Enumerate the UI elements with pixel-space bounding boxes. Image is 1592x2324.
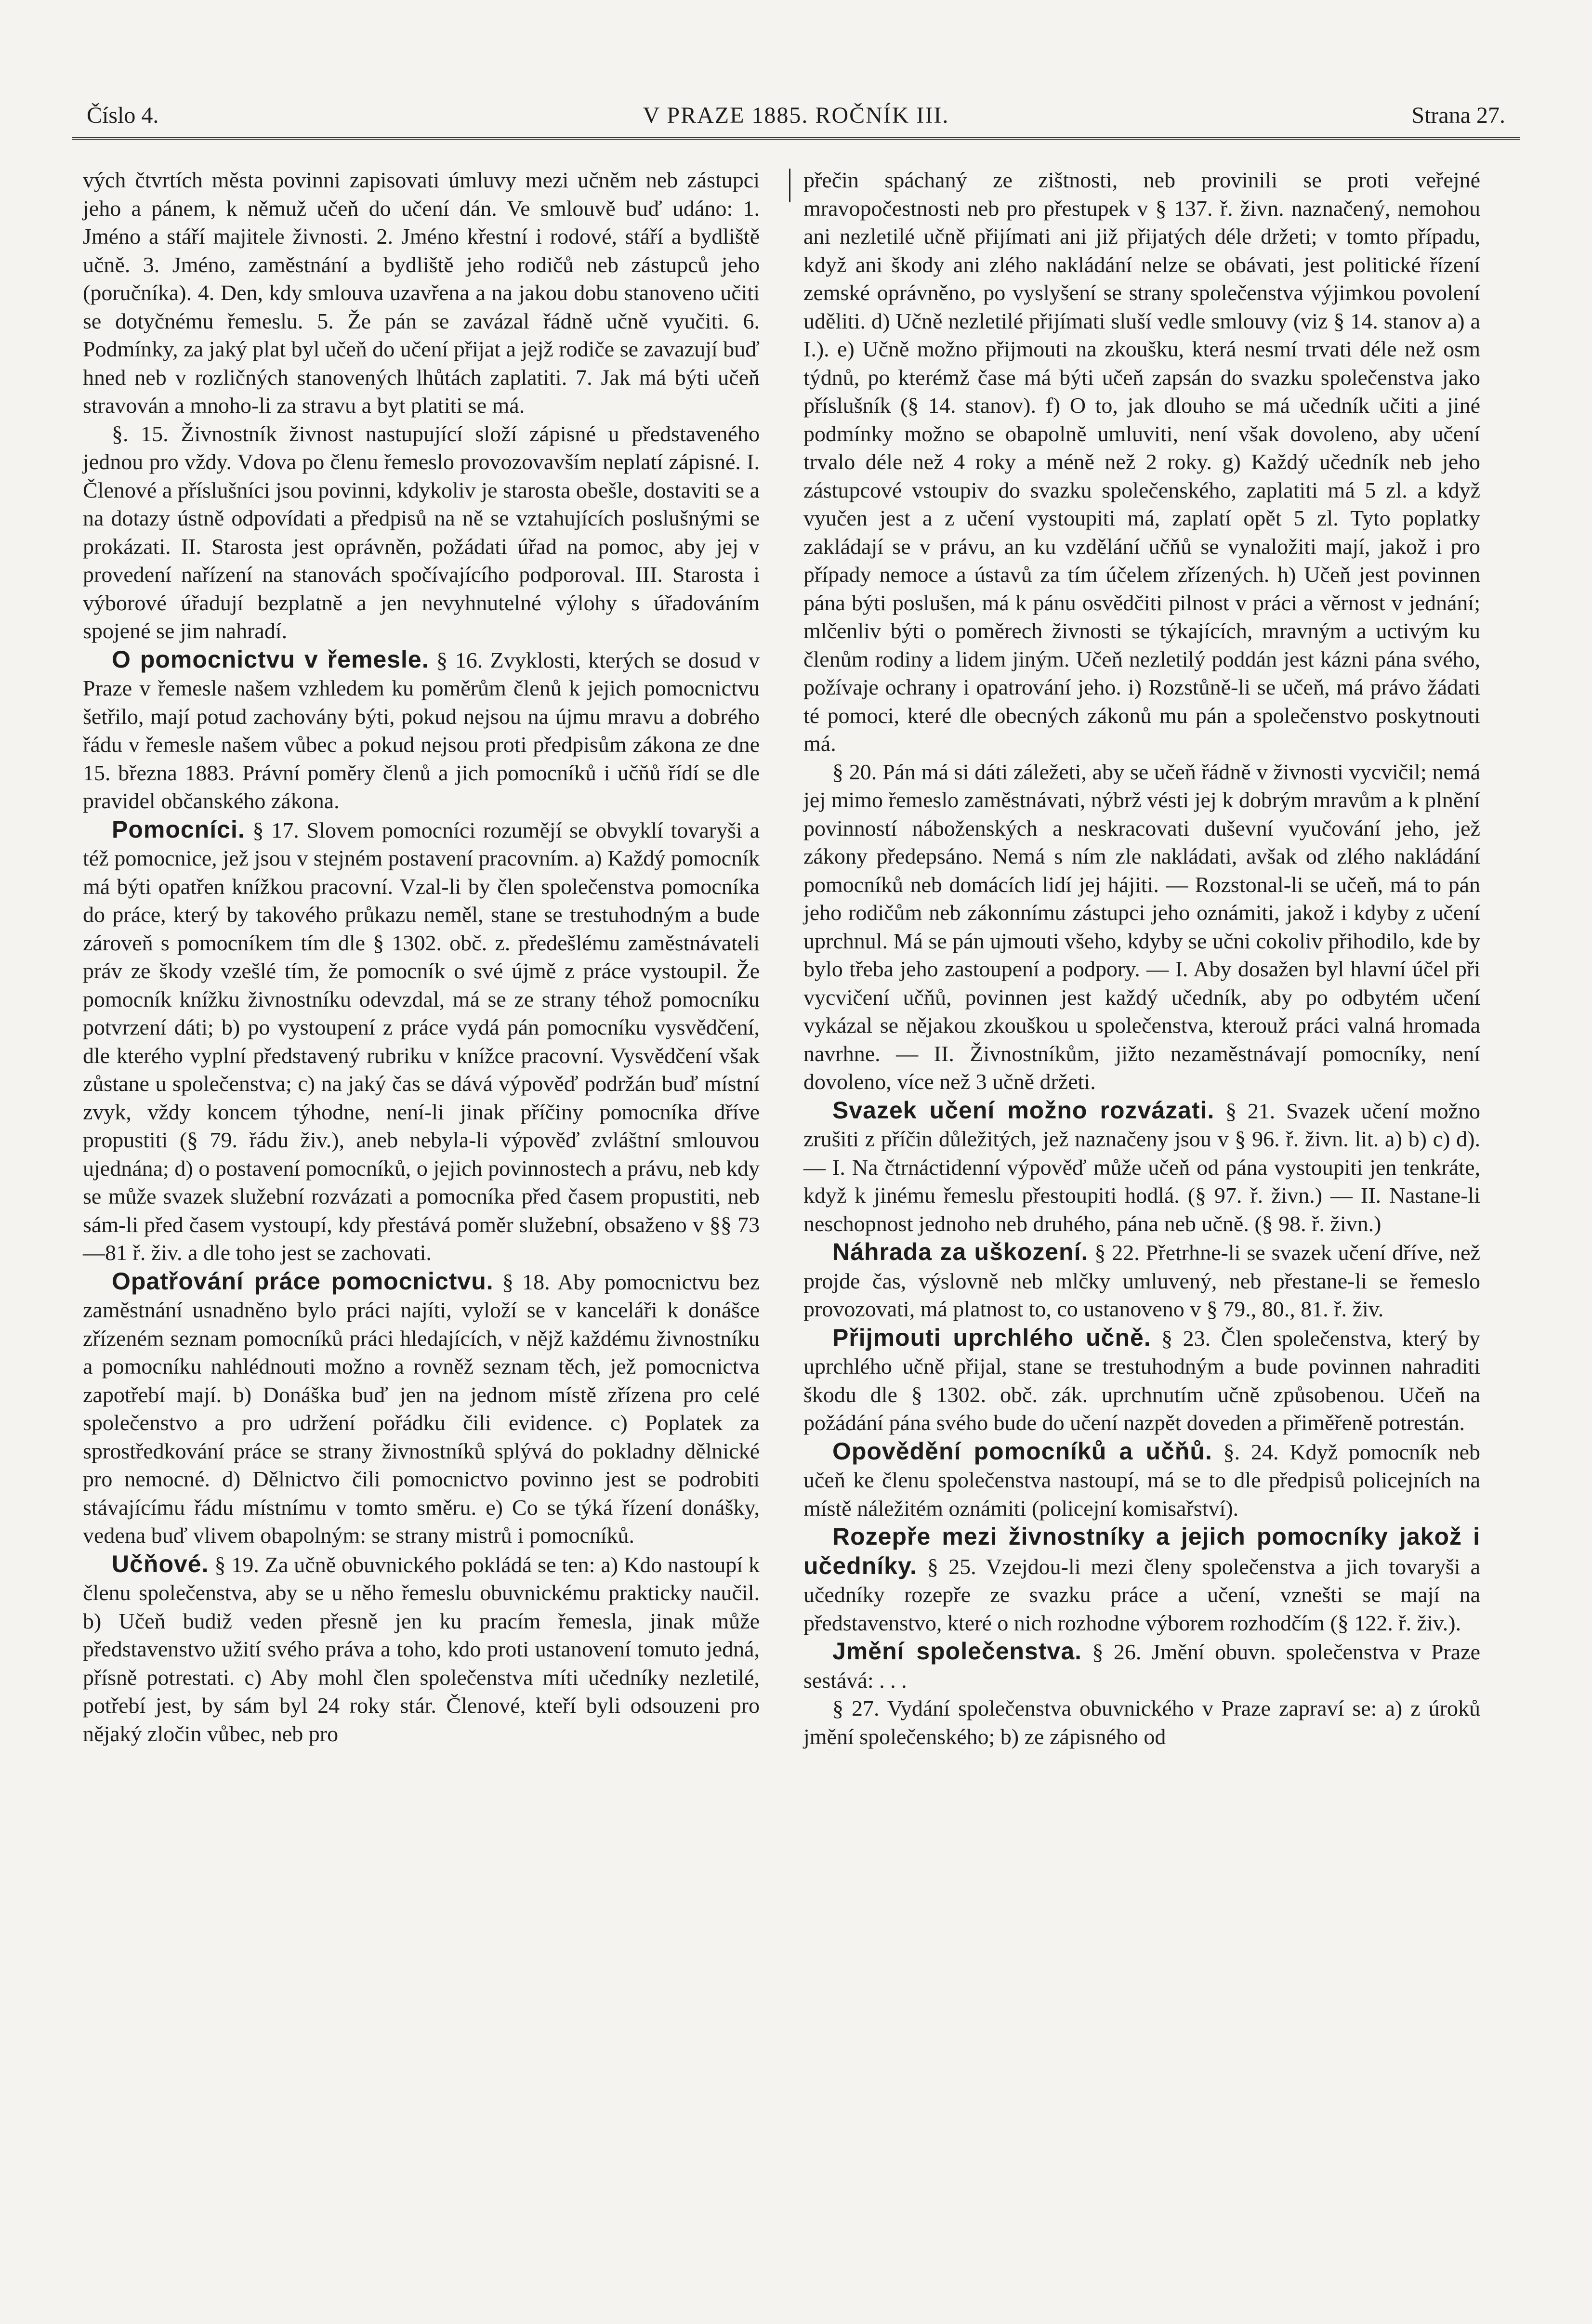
- page-header: [82, 102, 1510, 136]
- place-year-volume: V PRAZE 1885. ROČNÍK III.: [643, 103, 949, 128]
- heading-rozepre: Rozepře mezi živnostníky a jejich pomocníky jakož i učedníky.: [803, 1523, 1480, 1579]
- right-column: [803, 166, 1480, 1751]
- paragraph-section-22: Náhrada za uškození. § 22. Přetrhne-li se svazek učení dříve, než projde čas, výslovně neb mlčky umluvený, neb přestane-li se řemeslo provozovati, má platnost to, co ustanoveno v § 79., 80., 81. ř. živ.: [803, 1238, 1481, 1321]
- heading-ucnove: Učňové.: [112, 1550, 209, 1577]
- paragraph-section-23: Přijmouti uprchlého učně. § 23. Člen společenstva, který by uprchlého učně přijal, stane se trestuhodným a bude povinnen nahraditi škodu dle § 1302. obč. zák. uprchnutím učně způsobenou. Učeň na požádání pána svého bude do učení nazpět doveden a přiměřeně potrestán.: [803, 1324, 1480, 1435]
- paragraph-section-16: O pomocnictvu v řemesle. § 16. Zvyklosti, kterých se dosud v Praze v řemesle našem vzhledem ku poměrům členů k jejich pomocnictvu šetřilo, mají potud zachovány býti, pokud nejsou na újmu mravu a dobrého řádu v řemesle našem vůbec a pokud nejsou proti předpisům zákona ze dne 15. března 1883. Právní poměry členů a jich pomocníků i učňů řídí se dle pravidel občanského zákona.: [83, 645, 760, 813]
- paragraph-section-21: Svazek učení možno rozvázati. § 21. Svazek učení možno zrušiti z příčin důležitých, jež naznačeny jsou v § 96. ř. živn. lit. a) b) c) d). — I. Na čtrnáctidenní výpověď může učeň od pána vystoupiti jen tenkráte, když k jinému řemeslu přestoupiti hodlá. (§ 97. ř. živn.) — II. Nastane-li neschopnost jednoho neb druhého, pána neb učně. (§ 98. ř. živn.): [803, 1096, 1480, 1236]
- header-rule: [72, 137, 1520, 144]
- heading-prijmouti-ucne: Přijmouti uprchlého učně.: [832, 1324, 1151, 1351]
- paragraph-section-25: Rozepře mezi živnostníky a jejich pomocníky jakož i učedníky. § 25. Vzejdou-li mezi členy společenstva a jich tovaryši a učedníky rozepře ze svazku práce a učení, vznešti se mají na představenstvo, které o nich rozhodne výborem rozhodčím (§ 122. ř. živ.).: [803, 1523, 1480, 1635]
- left-column: [83, 166, 760, 1748]
- issue-number: Číslo 4.: [87, 103, 159, 128]
- heading-jmeni: Jmění společenstva.: [832, 1638, 1082, 1665]
- paragraph-section-19: Učňové. § 19. Za učně obuvnického pokládá se ten: a) Kdo nastoupí k členu společenstva, aby se u něho řemeslu obuvnickému prakticky naučil. b) Učeň budiž veden přesně jen ku pracím řemesla, jinak může představenstvo užití svého práva a toho, kdo proti ustanovení tomuto jedná, přísně potrestati. c) Aby mohl člen společenstva míti učedníky nezletilé, potřebí jest, by sám byl 24 roky stár. Členové, kteří byli odsouzeni pro nějaký zločin vůbec, neb pro: [83, 1550, 760, 1746]
- heading-svazek-uceni: Svazek učení možno rozvázati.: [832, 1096, 1215, 1124]
- paragraph-continuation: přečin spáchaný ze zištnosti, neb provinili se proti veřejné mravopočestnosti neb pro přestupek v § 137. ř. živn. naznačený, nemohou ani nezletilé učně přijímati ani již přijatých déle držeti; v tomto případu, když ani škody ani zlého nakládání nelze se obávati, jest politické řízení zemské oprávněno, po vyslyšení se strany společenstva výjimkou povolení uděliti. d) Učně nezletilé přijímati sluší vedle smlouvy (viz § 14. stanov a) a I.). e) Učně možno přijmouti na zkoušku, která nesmí trvati déle než osm týdnů, po kterémž čase má býti učeň zapsán do svazku společenstva jako příslušník (§ 14. stanov). f) O to, jak dlouho se má učedník učiti a jiné podmínky možno se obapolně umluviti, není však dovoleno, aby učení trvalo déle než 4 roky a méně než 2 roky. g) Každý učedník neb jeho zástupcové vstoupiv do svazku společenského, zaplatiti má 5 zl. a když vyučen jest a z učení vystoupiti má, zaplatí opět 5 zl. Tyto poplatky zakládají se v právu, an ku vzdělání učňů se vynaložiti mají, jakož i pro případy nemoce a ústavů za tím účelem zřízených. h) Učeň jest povinnen pána býti poslušen, má k pánu osvědčiti pilnost v práci a věrnost v jednání; mlčenliv býti o poměrech živnosti se týkajících, mravným a uctivým ku členům rodiny a lidem jiným. Učeň nezletilý poddán jest kázni pána svého, požívaje ochrany i opatrování jeho. i) Rozstůně-li se učeň, má právo žádati té pomoci, které dle obecných zákonů mu pán a společenstvo poskytnouti má.: [803, 168, 1480, 756]
- paragraph-registration: vých čtvrtích města povinni zapisovati úmluvy mezi učněm neb zástupci jeho a pánem, k němuž učeň do učení dán. Ve smlouvě buď udáno: 1. Jméno a stáří majitele živnosti. 2. Jméno křestní i rodové, stáří a bydliště učně. 3. Jméno, zaměstnání a bydliště jeho rodičů neb zástupců jeho (poručníka). 4. Den, kdy smlouva uzavřena a na jakou dobu stanoveno učiti se dotyčnému řemeslu. 5. Že pán se zavázal řádně učně vyučiti. 6. Podmínky, za jaký plat byl učeň do učení přijat a jejž rodiče se zavazují buď hned neb v rozličných stanovených lhůtách zaplatiti. 7. Jak má býti učeň stravován a mnoho-li za stravu a byt platiti se má.: [83, 168, 760, 418]
- heading-opovedeni: Opovědění pomocníků a učňů.: [832, 1437, 1212, 1465]
- page-number: Strana 27.: [1411, 103, 1505, 128]
- heading-pomocnici: Pomocníci.: [112, 815, 245, 843]
- paragraph-section-26: Jmění společenstva. § 26. Jmění obuvn. společenstva v Praze sestává: . . .: [803, 1638, 1480, 1693]
- heading-pomocnictvo: O pomocnictvu v řemesle.: [112, 645, 429, 673]
- heading-nahrada: Náhrada za uškození.: [832, 1238, 1089, 1265]
- paragraph-section-20: § 20. Pán má si dáti záležeti, aby se učeň řádně v živnosti vycvičil; nemá jej mimo řemeslo zaměstnávati, nýbrž vésti jej k dobrým mravům a k plnění povinností náboženských a neskracovati duševní vyučování jeho, jež zákony předepsáno. Nemá s ním zle nakládati, avšak od zlého nakládání pomocníků neb domácích lidí jej hájiti. — Rozstonal-li se učeň, má to pán jeho rodičům neb zákonnímu zástupci jeho oznámiti, jakož i kdyby z učení uprchnul. Má se pán ujmouti všeho, kdyby se učni cokoliv přihodilo, kde by bylo třeba jeho zastoupení a podpory. — I. Aby dosažen byl hlavní účel při vycvičení učňů, povinnen jest každý učedník, aby po odbytém učení vykázal se nějakou zkouškou u společenstva, kterouž práci valná hromada navrhne. — II. Živnostníkům, jižto nezaměstnávají pomocníky, není dovoleno, více než 3 učně držeti.: [803, 759, 1480, 1094]
- paragraph-section-18: Opatřování práce pomocnictvu. § 18. Aby pomocnictvu bez zaměstnání usnadněno bylo práci najíti, vyloží se v kanceláři k donášce zřízeném seznam pomocníků práci hledajících, v nějž každému živnostníku a pomocníku nahlédnouti možno a rovněž seznam těch, jež pomocnictva zapotřebí mají. b) Donáška buď jen na jednom místě zřízena pro celé společenstvo a pro udržení pořádku čili evidence. c) Poplatek za sprostředkování práce se strany živnostníků splývá do pokladny dělnické pro nemocné. d) Dělnictvo čili pomocnictvo povinno jest se podrobiti stávajícímu řádu místnímu v tomto směru. e) Co se týká řízení donášky, vedena buď vlivem obapolným: se strany mistrů i pomocníků.: [83, 1267, 760, 1548]
- heading-opatrovani-prace: Opatřování práce pomocnictvu.: [112, 1267, 494, 1295]
- paragraph-section-17: Pomocníci. § 17. Slovem pomocníci rozumějí se obvyklí tovaryši a též pomocnice, jež jsou v stejném postavení pracovním. a) Každý pomocník má býti opatřen knížkou pracovní. Vzal-li by člen společenstva pomocníka do práce, který by takového průkazu neměl, stane se trestuhodným a bude zároveň s pomocníkem tím dle § 1302. obč. z. předešlému zaměstnávateli práv ze škody vzešlé tím, že pomocník o své újmě z práce vystoupil. Že pomocník knížku živnostníku odevzdal, má se ze strany téhož pomocníku potvrzení dáti; b) po vystoupení z práce vydá pán pomocníku vysvědčení, dle kterého vyplní představený rubriku v knížce pracovní. Vysvědčení však zůstane u společenstva; c) na jaký čas se dává výpověď podržán buď místní zvyk, vždy koncem týhodne, není-li jinak příčiny pomocníka dříve propustiti (§ 79. řádu živ.), aneb nebyla-li výpověď zvláštní smlouvou ujednána; d) o postavení pomocníků, o jejich povinnostech a právu, neb kdy se může svazek služební rozvázati a pomocníka před časem propustiti, neb sám-li před časem vystoupí, kdy přestává poměr služební, obsaženo v §§ 73—81 ř. živ. a dle toho jest se zachovati.: [83, 815, 760, 1265]
- paragraph-section-24: Opovědění pomocníků a učňů. §. 24. Když pomocník neb učeň ke členu společenstva nastoupí, má se to dle předpisů policejních na místě náležitém oznámiti (policejní komisařství).: [803, 1437, 1481, 1521]
- column-divider: [789, 169, 790, 202]
- paragraph-section-15: §. 15. Živnostník živnost nastupující složí zápisné u představeného jednou pro vždy. Vdova po členu řemeslo provozovavším neplatí zápisné. I. Členové a příslušníci jsou povinni, kdykoliv je starosta obešle, dostaviti se a na dotazy ústně odpovídati a předpisů na ně se vztahujících poslušnými se prokázati. II. Starosta jest oprávněn, požádati úřad na pomoc, aby jej v provedení nařízení na stanovách spočívajícího podporoval. III. Starosta i výborové úřadují bezplatně a jen nevyhnutelné výlohy s úřadováním spojené se jim nahradí.: [83, 421, 760, 643]
- paragraph-section-27: § 27. Vydání společenstva obuvnického v Praze zapraví se: a) z úroků jmění společenského; b) ze zápisného od: [803, 1696, 1480, 1749]
